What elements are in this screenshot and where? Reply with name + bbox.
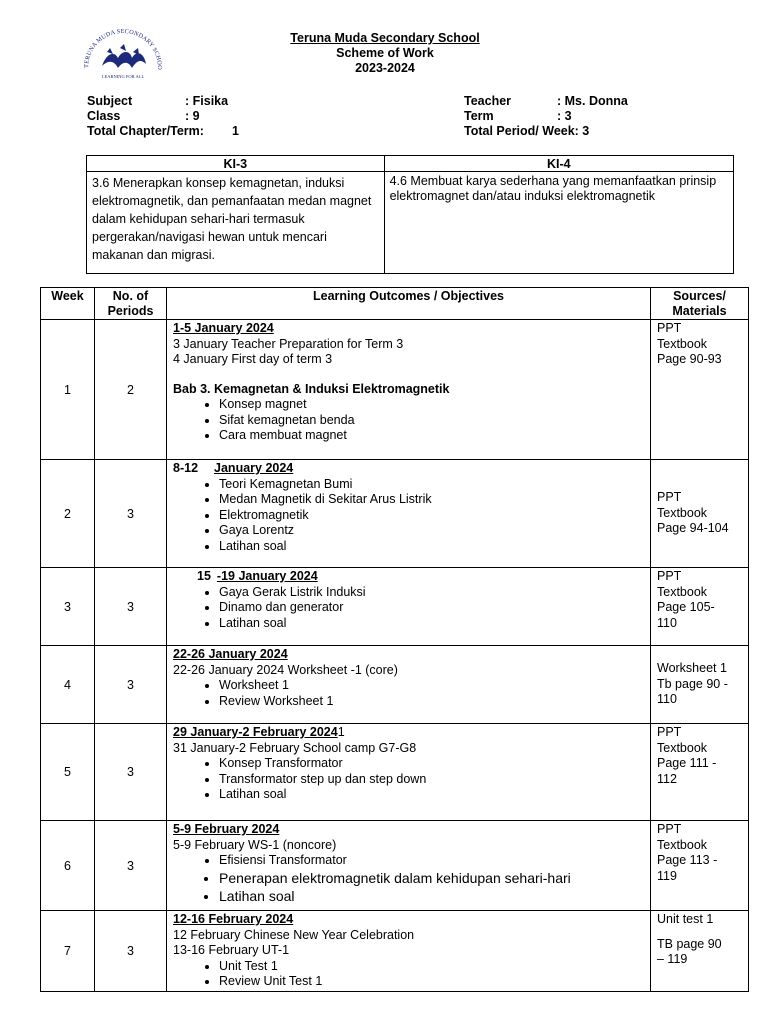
school-name: Teruna Muda Secondary School xyxy=(290,31,480,45)
ki4-header: KI-4 xyxy=(384,156,733,172)
list-item: • Review Worksheet 1 xyxy=(219,694,644,710)
note-line: 31 January-2 February School camp G7-G8 xyxy=(173,740,417,755)
list-item: • Elektromagnetik xyxy=(219,508,644,524)
week-date: 29 January-2 February 2024 xyxy=(173,725,338,739)
week-header: Week xyxy=(41,288,95,320)
note-line: 12 February Chinese New Year Celebration xyxy=(173,927,415,942)
list-item: • Gaya Lorentz xyxy=(219,523,644,539)
list-item: • Efisiensi Transformator xyxy=(219,853,644,869)
note-line: 3 January Teacher Preparation for Term 3 xyxy=(173,336,404,351)
ki4-text: 4.6 Membuat karya sederhana yang memanfaatkan prinsip elektromagnet dan/atau induksi elektromagnetik xyxy=(384,172,733,274)
list-item: • Medan Magnetik di Sekitar Arus Listrik xyxy=(219,492,644,508)
scheme-table xyxy=(40,287,749,992)
list-item: • Gaya Gerak Listrik Induksi xyxy=(219,585,644,601)
sources-cell: PPT Textbook Page 90-93 xyxy=(651,320,749,460)
table-row xyxy=(41,320,749,460)
list-item: • Cara membuat magnet xyxy=(219,428,644,444)
list-item: • Latihan soal xyxy=(219,787,644,803)
table-row xyxy=(41,646,749,724)
periods-cell: 3 xyxy=(95,724,167,821)
week-cell: 3 xyxy=(41,568,95,646)
logo-motto: LEARNING FOR ALL xyxy=(101,74,145,79)
table-row xyxy=(41,911,749,992)
list-item: • Penerapan elektromagnetik dalam kehidupan sehari-hari xyxy=(219,869,644,887)
table-row xyxy=(41,821,749,911)
document-title: Scheme of Work xyxy=(336,46,434,60)
term-label: Term xyxy=(464,109,494,123)
table-row xyxy=(41,568,749,646)
class-value: : 9 xyxy=(185,109,200,123)
document-header xyxy=(0,31,768,76)
week-date: 5-9 February 2024 xyxy=(173,822,280,836)
list-item: • Worksheet 1 xyxy=(219,678,644,694)
sources-header: Sources/ Materials xyxy=(651,288,749,320)
subject-value: : Fisika xyxy=(185,94,229,108)
list-item: • Sifat kemagnetan benda xyxy=(219,413,644,429)
list-item: • Konsep magnet xyxy=(219,397,644,413)
week-cell: 6 xyxy=(41,821,95,911)
table-row xyxy=(41,460,749,568)
periods-header: No. of Periods xyxy=(95,288,167,320)
outcomes-cell xyxy=(167,568,651,646)
outcomes-header: Learning Outcomes / Objectives xyxy=(167,288,651,320)
academic-year: 2023-2024 xyxy=(355,61,415,75)
outcomes-cell xyxy=(167,320,651,460)
chapter-heading: Bab 3. Kemagnetan & Induksi Elektromagnetik xyxy=(173,381,450,396)
ki3-text: 3.6 Menerapkan konsep kemagnetan, induksi elektromagnetik, dan pemanfaatan medan magnet dalam kehidupan sehari-hari termasuk pergerakan/navigasi hewan untuk mencari makanan dan migrasi. xyxy=(87,172,385,274)
list-item: • Konsep Transformator xyxy=(219,756,644,772)
date-prefix: 15 xyxy=(197,569,211,583)
table-header-row xyxy=(41,288,749,320)
periods-cell: 3 xyxy=(95,821,167,911)
sources-cell: PPT Textbook Page 111 - 112 xyxy=(651,724,749,821)
class-label: Class xyxy=(87,109,121,123)
outcomes-cell xyxy=(167,821,651,911)
sources-cell: Worksheet 1 Tb page 90 - 110 xyxy=(651,646,749,724)
list-item: • Latihan soal xyxy=(219,616,644,632)
periods-cell: 3 xyxy=(95,646,167,724)
outcomes-cell xyxy=(167,911,651,992)
week-cell: 1 xyxy=(41,320,95,460)
list-item: • Review Unit Test 1 xyxy=(219,974,644,990)
chapter-label: Total Chapter/Term: xyxy=(87,124,204,138)
list-item: • Teori Kemagnetan Bumi xyxy=(219,477,644,493)
list-item: • Unit Test 1 xyxy=(219,959,644,975)
week-cell: 2 xyxy=(41,460,95,568)
periods-cell: 2 xyxy=(95,320,167,460)
week-cell: 5 xyxy=(41,724,95,821)
week-date: -19 January 2024 xyxy=(216,569,318,583)
chapter-value: 1 xyxy=(232,124,239,138)
term-value: : 3 xyxy=(557,109,572,123)
list-item: • Dinamo dan generator xyxy=(219,600,644,616)
subject-label: Subject xyxy=(87,94,133,108)
list-item: • Latihan soal xyxy=(219,887,644,905)
outcomes-cell xyxy=(167,646,651,724)
periods-cell: 3 xyxy=(95,460,167,568)
ki-table xyxy=(86,155,734,274)
note-line: 13-16 February UT-1 xyxy=(173,943,290,957)
note-line: 4 January First day of term 3 xyxy=(173,352,333,366)
teacher-label: Teacher xyxy=(464,94,512,108)
sources-cell: PPT Textbook Page 105- 110 xyxy=(651,568,749,646)
sources-cell: PPT Textbook Page 113 - 119 xyxy=(651,821,749,911)
list-item: • Latihan soal xyxy=(219,539,644,555)
sources-cell: Unit test 1 TB page 90 – 119 xyxy=(651,911,749,992)
table-row xyxy=(41,724,749,821)
ki3-header: KI-3 xyxy=(87,156,385,172)
date-prefix: 8-12 xyxy=(173,461,199,475)
teacher-value: : Ms. Donna xyxy=(557,94,628,108)
periods-cell: 3 xyxy=(95,568,167,646)
info-right xyxy=(464,94,744,139)
note-line: 22-26 January 2024 Worksheet -1 (core) xyxy=(173,662,398,677)
info-left xyxy=(87,94,387,139)
week-date: 12-16 February 2024 xyxy=(173,912,294,926)
logo-arc-text: TERUNA MUDA SECONDARY SCHOO xyxy=(82,28,164,70)
period-label: Total Period/ Week: 3 xyxy=(464,124,590,138)
sources-cell: PPT Textbook Page 94-104 xyxy=(651,460,749,568)
date-suffix: 1 xyxy=(337,725,345,739)
list-item: • Transformator step up dan step down xyxy=(219,772,644,788)
week-date: 22-26 January 2024 xyxy=(173,647,288,661)
periods-cell: 3 xyxy=(95,911,167,992)
week-date: January 2024 xyxy=(214,461,294,475)
week-cell: 4 xyxy=(41,646,95,724)
week-date: 1-5 January 2024 xyxy=(173,321,274,335)
outcomes-cell xyxy=(167,460,651,568)
week-cell: 7 xyxy=(41,911,95,992)
note-line: 5-9 February WS-1 (noncore) xyxy=(173,837,337,852)
outcomes-cell xyxy=(167,724,651,821)
